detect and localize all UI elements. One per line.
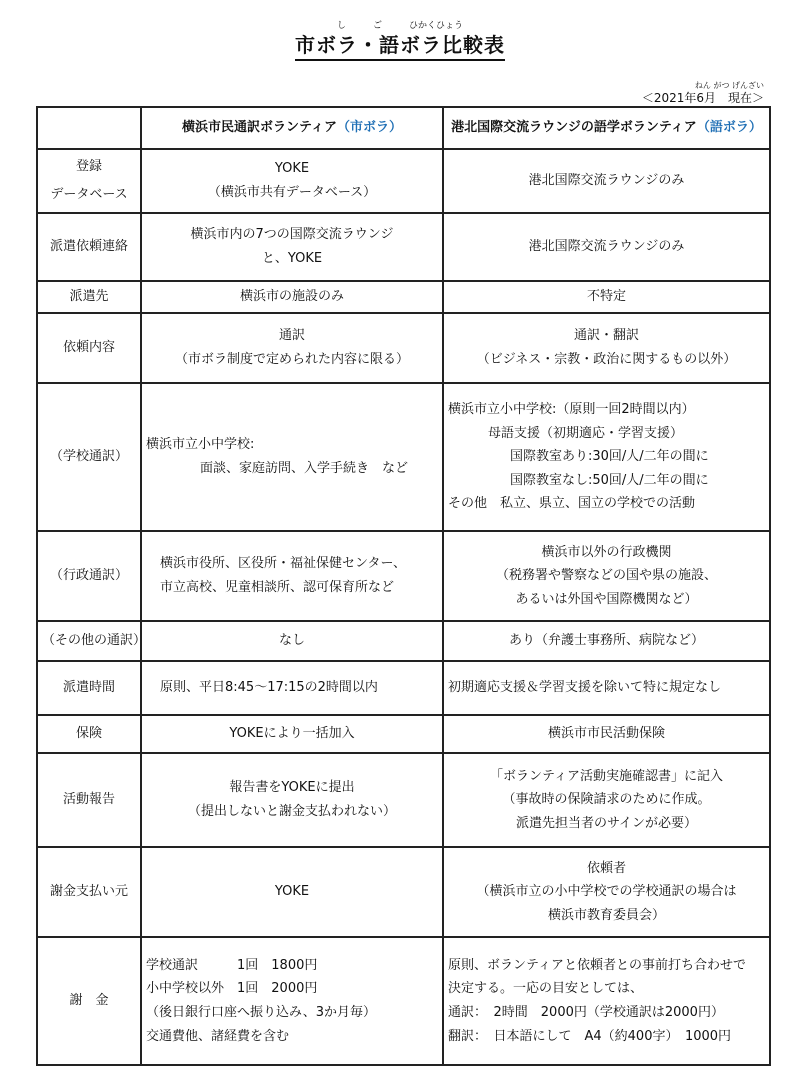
- cell-line: 横浜市市民活動保険: [547, 726, 665, 742]
- cell-line: 原則、平日8:45〜17:15の2時間以内: [160, 680, 378, 696]
- date-ruby: ねん がつ げんざい: [694, 81, 764, 90]
- row-label-line: （行政通訳）: [49, 568, 128, 584]
- row-label-line: データベース: [50, 187, 128, 202]
- header-empty-cell: [37, 107, 141, 149]
- title-block: [0, 18, 800, 61]
- cell-line: 翻訳： 日本語にして A4（約400字） 1000円: [448, 1028, 732, 1044]
- cell-line: 不特定: [586, 289, 626, 305]
- cell-line: あるいは外国や国際機関など）: [515, 591, 698, 607]
- shibora-cell: [141, 621, 443, 661]
- row-label: [37, 383, 141, 531]
- shibora-cell: [141, 753, 443, 847]
- shibora-cell: [141, 531, 443, 621]
- gobora-cell: [443, 753, 770, 847]
- cell-line: YOKE: [274, 161, 310, 177]
- row-label-line: 活動報告: [62, 792, 115, 808]
- gobora-cell: [443, 937, 770, 1065]
- cell-line: （横浜市立の小中学校での学校通訳の場合は: [476, 884, 737, 900]
- cell-line: （横浜市共有データベース）: [207, 185, 377, 200]
- gobora-cell: [443, 621, 770, 661]
- row-label: [37, 213, 141, 281]
- row-label: [37, 661, 141, 715]
- table-row: [37, 661, 770, 715]
- cell-line: なし: [278, 633, 305, 649]
- row-label-line: （学校通訳）: [49, 449, 128, 465]
- row-label-line: 謝金支払い元: [49, 884, 128, 900]
- table-row: [37, 149, 770, 213]
- cell-line: 港北国際交流ラウンジのみ: [528, 173, 685, 189]
- row-label-line: （その他の通訳）: [42, 633, 147, 649]
- cell-line: 通訳・翻訳: [573, 328, 639, 344]
- header-row: [37, 107, 770, 149]
- cell-line: YOKEにより一括加入: [229, 726, 355, 742]
- table-row: [37, 937, 770, 1065]
- shibora-cell: [141, 661, 443, 715]
- cell-line: 原則、ボランティアと依頼者との事前打ち合わせで: [448, 957, 746, 973]
- cell-line: その他 私立、県立、国立の学校での活動: [448, 496, 696, 512]
- cell-line: あり（弁護士事務所、病院など）: [508, 633, 704, 649]
- header-col1-tag: （市ボラ）: [336, 120, 402, 136]
- cell-line: 通訳： 2時間 2000円（学校通訳は2000円）: [448, 1005, 724, 1020]
- shibora-cell: [141, 213, 443, 281]
- cell-line: 派遣先担当者のサインが必要）: [515, 815, 698, 831]
- table-row: [37, 531, 770, 621]
- table-row: [37, 621, 770, 661]
- comparison-table: [36, 106, 771, 1066]
- table-row: [37, 753, 770, 847]
- cell-line: 横浜市教育委員会）: [547, 907, 665, 923]
- row-label: [37, 531, 141, 621]
- cell-line: 市立高校、児童相談所、認可保育所など: [160, 580, 395, 595]
- shibora-cell: [141, 281, 443, 313]
- table-row: [37, 213, 770, 281]
- table-row: [37, 383, 770, 531]
- row-label-line: 保険: [75, 726, 102, 742]
- header-col1-text: 横浜市民通訳ボランティア: [182, 120, 337, 136]
- shibora-cell: [141, 715, 443, 753]
- cell-line: 交通費他、諸経費を含む: [146, 1028, 290, 1044]
- row-label: [37, 847, 141, 937]
- gobora-cell: [443, 213, 770, 281]
- cell-line: （提出しないと謝金支払われない）: [187, 804, 396, 819]
- row-label: [37, 281, 141, 313]
- table-row: [37, 847, 770, 937]
- row-label-line: 派遣時間: [62, 680, 115, 696]
- cell-line: （税務署や警察などの国や県の施設、: [495, 568, 717, 584]
- cell-line: （市ボラ制度で定められた内容に限る）: [174, 352, 409, 367]
- cell-line: 横浜市以外の行政機関: [541, 544, 672, 560]
- shibora-cell: [141, 937, 443, 1065]
- header-col-shibora: [141, 107, 443, 149]
- cell-line: 港北国際交流ラウンジのみ: [528, 239, 685, 255]
- row-label: [37, 937, 141, 1065]
- cell-line: 依頼者: [586, 860, 626, 876]
- shibora-cell: [141, 149, 443, 213]
- cell-line: （ビジネス・宗教・政治に関するもの以外）: [476, 352, 737, 367]
- gobora-cell: [443, 531, 770, 621]
- row-label: [37, 313, 141, 383]
- row-label: [37, 715, 141, 753]
- cell-line: 国際教室なし:50回/人/二年の間に: [510, 472, 709, 488]
- gobora-cell: [443, 281, 770, 313]
- cell-line: 小中学校以外 1回 2000円: [146, 981, 318, 997]
- row-label-line: 依頼内容: [62, 340, 115, 356]
- page-title: 市ボラ・語ボラ比較表: [295, 29, 505, 61]
- row-label: [37, 149, 141, 213]
- cell-line: 学校通訳 1回 1800円: [146, 957, 318, 973]
- gobora-cell: [443, 149, 770, 213]
- cell-line: YOKE: [274, 884, 310, 900]
- gobora-cell: [443, 661, 770, 715]
- header-col2-tag: （語ボラ）: [696, 120, 762, 136]
- row-label-line: 謝 金: [69, 993, 109, 1009]
- cell-line: 報告書をYOKEに提出: [229, 780, 355, 796]
- cell-line: と、YOKE: [261, 251, 323, 266]
- row-label: [37, 753, 141, 847]
- cell-line: 「ボランティア活動実施確認書」に記入: [490, 768, 723, 784]
- cell-line: 面談、家庭訪問、入学手続き など: [200, 461, 409, 476]
- gobora-cell: [443, 847, 770, 937]
- table-row: [37, 313, 770, 383]
- header-col2-text: 港北国際交流ラウンジの語学ボランティア: [451, 120, 697, 136]
- date-block: [642, 80, 764, 106]
- shibora-cell: [141, 383, 443, 531]
- table-row: [37, 715, 770, 753]
- cell-line: 横浜市内の7つの国際交流ラウンジ: [190, 227, 394, 243]
- row-label-line: 派遣先: [69, 289, 109, 305]
- cell-line: （事故時の保険請求のために作成。: [502, 792, 711, 808]
- cell-line: 横浜市役所、区役所・福祉保健センター、: [160, 556, 406, 572]
- header-col-gobora: [443, 107, 770, 149]
- gobora-cell: [443, 383, 770, 531]
- cell-line: 母語支援（初期適応・学習支援）: [488, 425, 684, 441]
- title-ruby: し ご ひかくひょう: [336, 21, 463, 31]
- gobora-cell: [443, 715, 770, 753]
- cell-line: 横浜市立小中学校:（原則一回2時間以内）: [448, 402, 695, 418]
- row-label-line: 派遣依頼連絡: [49, 239, 128, 255]
- cell-line: 決定する。一応の目安としては、: [448, 981, 644, 997]
- cell-line: （後日銀行口座へ振り込み、3か月毎）: [146, 1005, 377, 1020]
- shibora-cell: [141, 313, 443, 383]
- cell-line: 横浜市の施設のみ: [239, 289, 344, 305]
- row-label: [37, 621, 147, 661]
- date-label: ＜2021年6月 現在＞: [641, 91, 764, 105]
- shibora-cell: [141, 847, 443, 937]
- gobora-cell: [443, 313, 770, 383]
- cell-line: 横浜市立小中学校:: [146, 437, 255, 453]
- cell-line: 初期適応支援＆学習支援を除いて特に規定なし: [448, 680, 722, 696]
- cell-line: 国際教室あり:30回/人/二年の間に: [510, 449, 709, 465]
- cell-line: 通訳: [278, 328, 305, 344]
- row-label-line: 登録: [75, 159, 102, 175]
- table-row: [37, 281, 770, 313]
